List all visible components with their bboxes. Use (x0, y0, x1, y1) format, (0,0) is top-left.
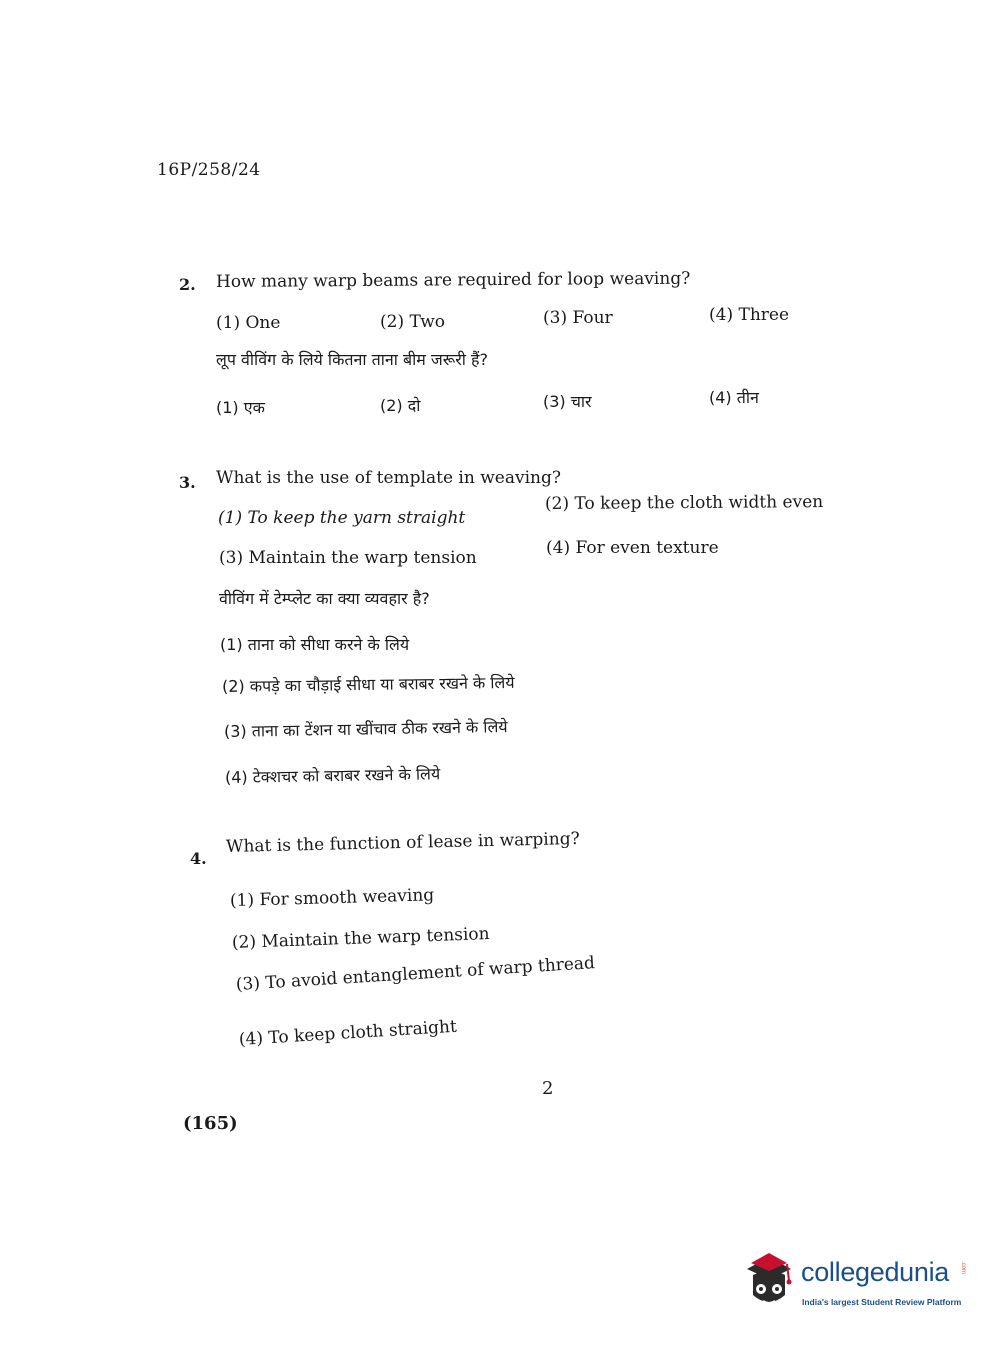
option-hindi: (3) चार (543, 392, 592, 411)
logo-domain-suffix: .com (960, 1261, 966, 1275)
option: (2) To keep the cloth width even (544, 492, 824, 514)
option: (2) Two (380, 312, 446, 332)
option: (3) Four (543, 308, 613, 328)
question-text-hindi: वीविंग में टेम्प्लेट का क्या व्यवहार है? (219, 589, 430, 608)
option: (3) Maintain the warp tension (219, 548, 477, 568)
option: (4) To keep cloth straight (238, 1016, 458, 1050)
question-text-hindi: लूप वीविंग के लिये कितना ताना बीम जरूरी हैं? (216, 350, 488, 369)
option: (1) One (216, 313, 281, 333)
option-hindi: (3) ताना का टेंशन या खींचाव ठीक रखने के लिये (223, 717, 508, 741)
footer-code: (165) (183, 1113, 238, 1134)
option-hindi: (2) कपड़े का चौड़ाई सीधा या बराबर रखने के लिये (221, 672, 515, 696)
option-hindi: (1) ताना को सीधा करने के लिये (220, 635, 410, 654)
mascot-icon (741, 1251, 799, 1315)
option: (1) To keep the yarn straight (218, 508, 466, 528)
option-hindi: (4) तीन (709, 388, 759, 407)
question-text: What is the use of template in weaving? (216, 468, 561, 488)
collegedunia-logo[interactable] (741, 1251, 971, 1321)
logo-brand-name: collegedunia (801, 1257, 950, 1287)
question-number: 4. (190, 849, 207, 868)
logo-tagline: India's largest Student Review Platform (802, 1297, 962, 1307)
question-number: 3. (179, 473, 196, 492)
option-hindi: (1) एक (216, 398, 265, 417)
paper-code: 16P/258/24 (157, 160, 261, 180)
option: (3) To avoid entanglement of warp thread (235, 953, 596, 995)
page-number: 2 (542, 1078, 554, 1099)
question-text: What is the function of lease in warping? (225, 828, 580, 857)
option: (4) Three (709, 305, 790, 325)
option-hindi: (4) टेक्शचर को बराबर रखने के लिये (224, 764, 441, 787)
question-number: 2. (179, 275, 196, 294)
option: (1) For smooth weaving (229, 885, 435, 911)
question-text: How many warp beams are required for loop weaving? (215, 268, 691, 292)
option: (2) Maintain the warp tension (231, 924, 490, 953)
option-hindi: (2) दो (380, 396, 421, 415)
option: (4) For even texture (546, 538, 719, 558)
